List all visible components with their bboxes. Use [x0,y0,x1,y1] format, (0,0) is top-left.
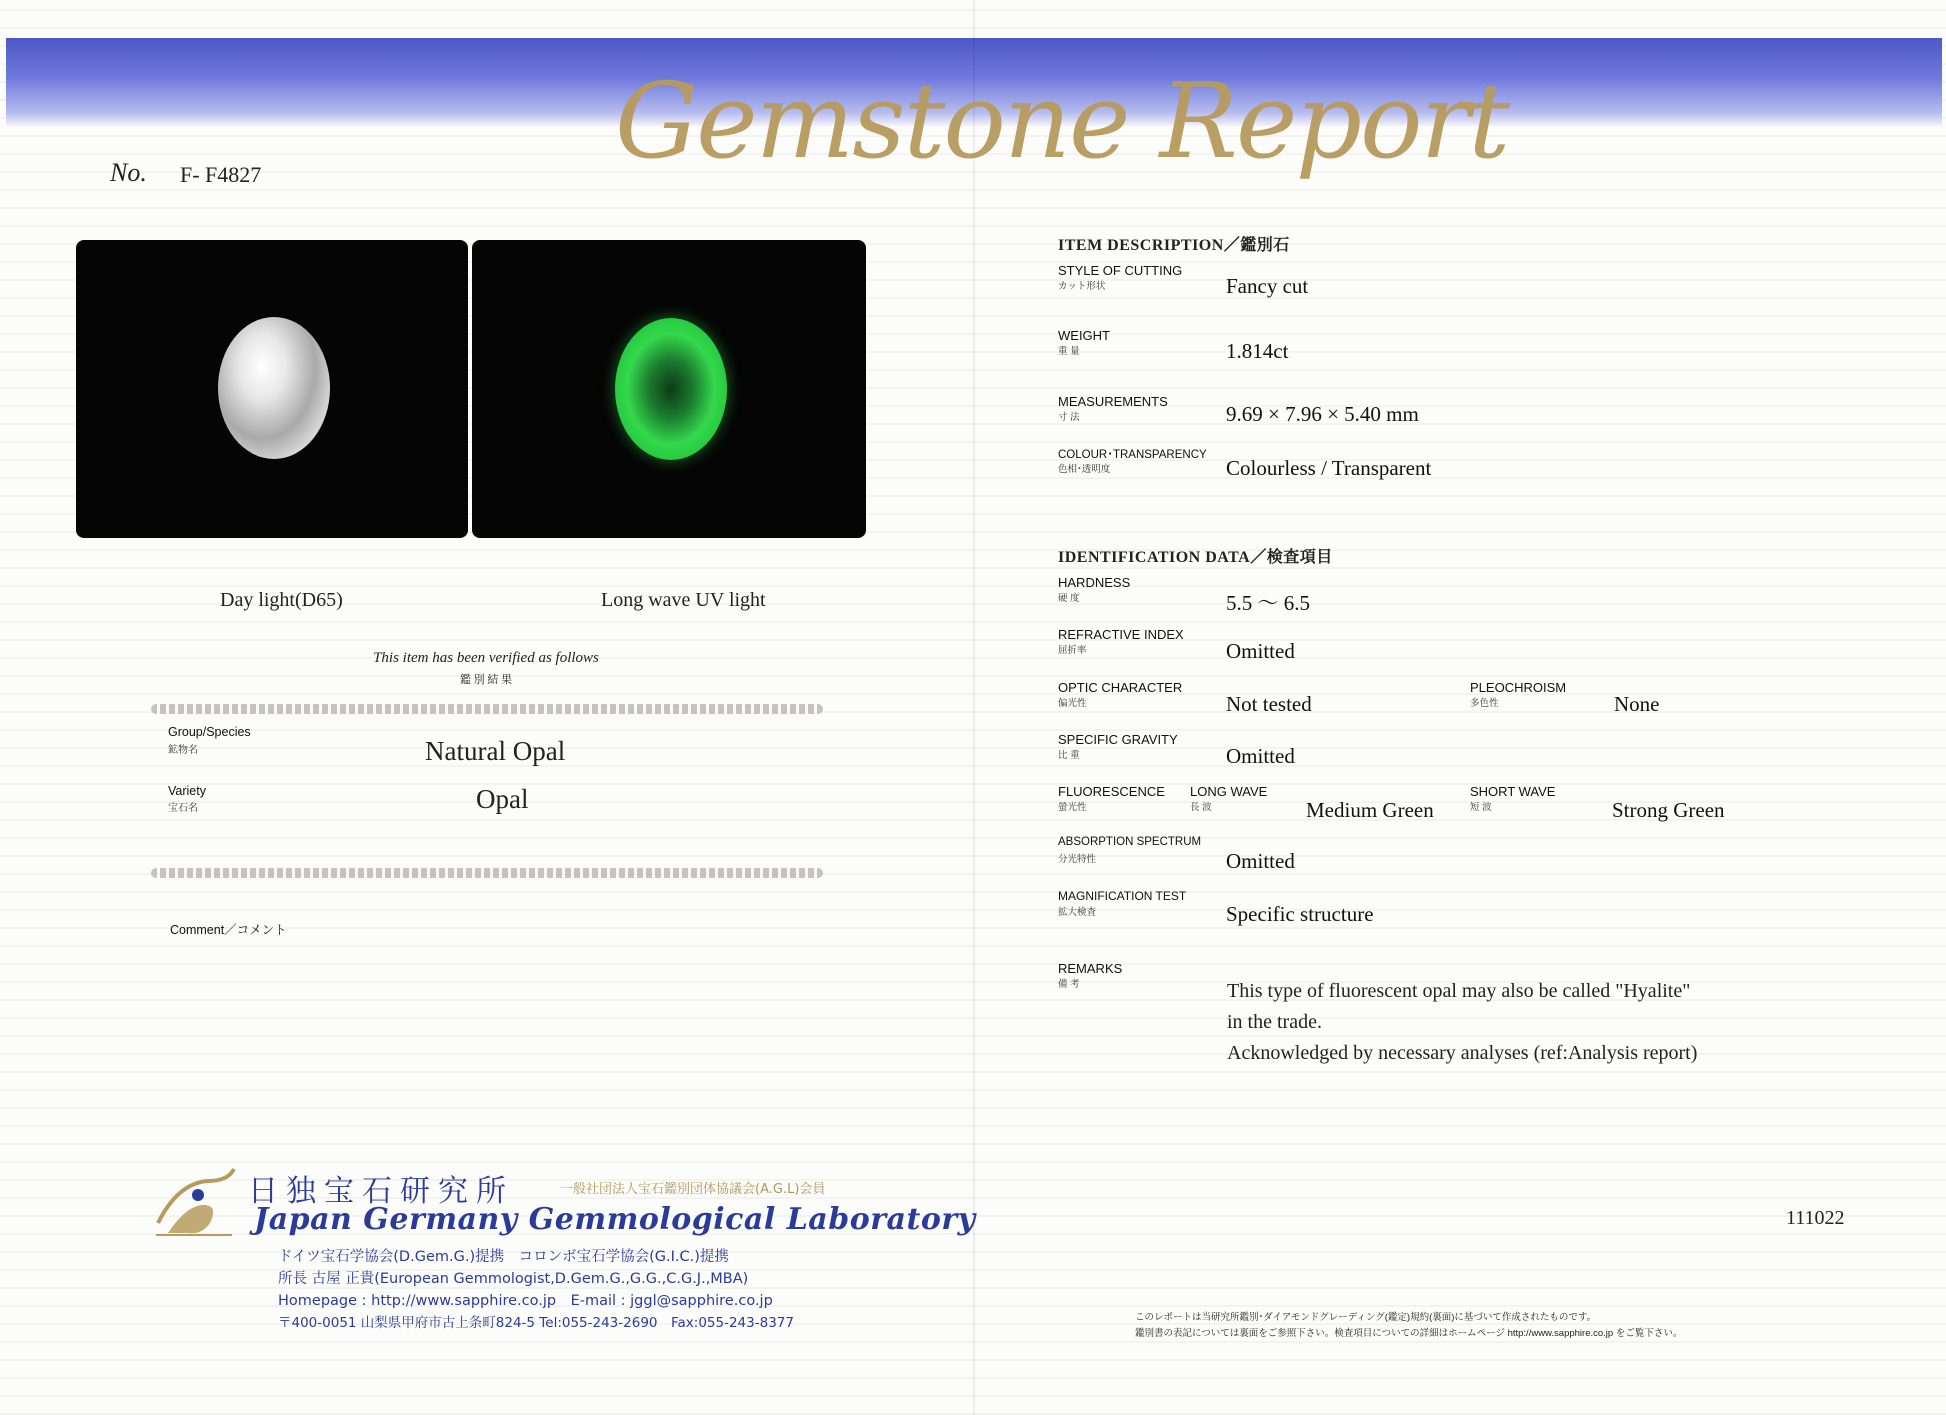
identification-title: IDENTIFICATION DATA／検査項目 [1058,549,1333,566]
colour-label: COLOUR･TRANSPARENCY [1058,449,1207,461]
absorption-label: ABSORPTION SPECTRUM [1058,836,1202,848]
item-description-title: ITEM DESCRIPTION／鑑別石 [1058,237,1290,254]
photo-uv [472,240,866,538]
photo-daylight [76,240,468,538]
group-label: Group/Species [168,725,251,739]
gravity-value: Omitted [1226,744,1295,768]
remarks-line-3: Acknowledged by necessary analyses (ref:Analysis report) [1227,1042,1698,1064]
magnification-value: Specific structure [1226,902,1374,926]
short-wave-value: Strong Green [1612,798,1725,822]
refractive-label: REFRACTIVE INDEX [1058,627,1184,642]
pleochroism-label-jp: 多色性 [1470,698,1499,709]
weight-label: WEIGHT [1058,328,1110,343]
lab-contact: Homepage : http://www.sapphire.co.jp E-mail : jggl@sapphire.co.jp [278,1293,773,1309]
laboratory-logo [148,1163,240,1239]
refractive-value: Omitted [1226,639,1295,663]
lab-partners: ドイツ宝石学協会(D.Gem.G.)提携 コロンボ宝石学協会(G.I.C.)提携 [278,1249,729,1265]
pleochroism-label: PLEOCHROISM [1470,680,1567,695]
weight-label-jp: 重 量 [1058,346,1080,357]
weight-value: 1.814ct [1226,339,1289,363]
report-number-label: No. [110,158,147,187]
optic-label: OPTIC CHARACTER [1058,680,1183,695]
refractive-label-jp: 屈折率 [1058,645,1087,656]
uv-caption: Long wave UV light [601,589,766,611]
long-wave-value: Medium Green [1306,798,1434,822]
measurements-value: 9.69 × 7.96 × 5.40 mm [1226,402,1419,426]
style-value: Fancy cut [1226,274,1309,298]
hardness-value: 5.5 ～ 6.5 [1226,591,1310,615]
remarks-line-1: This type of fluorescent opal may also be called "Hyalite" [1227,980,1691,1002]
group-value: Natural Opal [425,736,566,766]
variety-label-jp: 宝石名 [168,803,198,814]
lab-address: 〒400-0051 山梨県甲府市古上条町824-5 Tel:055-243-2690 Fax:055-243-8377 [278,1315,794,1331]
lab-director: 所長 古屋 正貴(European Gemmologist,D.Gem.G.,G.G.,C.G.J.,MBA) [278,1271,749,1287]
comment-label: Comment／コメント [170,923,287,937]
long-wave-label-jp: 長 波 [1190,802,1212,813]
variety-value: Opal [476,784,529,814]
chain-divider-top [151,704,823,714]
report-title: Gemstone Report [615,60,1509,182]
absorption-label-jp: 分光特性 [1058,854,1097,865]
optic-value: Not tested [1226,692,1312,716]
short-wave-label: SHORT WAVE [1470,784,1556,799]
lab-name-en: Japan Germany Gemmological Laboratory [254,1202,976,1237]
remarks-text [1227,976,1697,1069]
report-number: F- F4827 [180,162,262,187]
group-label-jp: 鉱物名 [168,745,198,756]
footnote-line-2: 鑑別書の表記については裏面をご参照下さい。検査項目についての詳細はホームページ http://www.sapphire.co.jp をご覧下さい。 [1135,1328,1683,1339]
pleochroism-value: None [1614,692,1660,716]
footnote-line-1: このレポートは当研究所鑑別･ダイアモンドグレーディング(鑑定)規約(裏面)に基づいて作成されたものです。 [1135,1312,1597,1323]
remarks-label: REMARKS [1058,961,1123,976]
style-label-jp: カット形状 [1058,281,1106,292]
daylight-caption: Day light(D65) [220,589,343,611]
fluorescence-label: FLUORESCENCE [1058,784,1165,799]
short-wave-label-jp: 短 波 [1470,802,1492,813]
hardness-label-jp: 硬 度 [1058,593,1080,604]
report-id: 111022 [1786,1207,1845,1229]
style-label: STYLE OF CUTTING [1058,263,1183,278]
long-wave-label: LONG WAVE [1190,784,1268,799]
colour-value: Colourless / Transparent [1226,456,1432,480]
magnification-label-jp: 拡大検査 [1058,907,1097,918]
optic-label-jp: 偏光性 [1058,698,1087,709]
stone-uv-image [615,318,727,460]
absorption-value: Omitted [1226,849,1295,873]
variety-label: Variety [168,784,206,798]
lab-association: 一般社団法人宝石鑑別団体協議会(A.G.L)会員 [560,1182,826,1197]
verified-text: This item has been verified as follows [373,650,599,666]
footnote [1135,1310,1682,1342]
measurements-label: MEASUREMENTS [1058,394,1168,409]
chain-divider-bottom [151,868,823,878]
remarks-line-2: in the trade. [1227,1011,1322,1033]
verified-text-jp: 鑑 別 結 果 [459,674,513,686]
magnification-label: MAGNIFICATION TEST [1058,889,1187,903]
fluorescence-label-jp: 螢光性 [1058,802,1087,813]
stone-daylight-image [218,317,330,459]
measurements-label-jp: 寸 法 [1058,412,1080,423]
gravity-label: SPECIFIC GRAVITY [1058,732,1178,747]
lab-name-jp: 日独宝石研究所 [248,1174,514,1209]
gravity-label-jp: 比 重 [1058,750,1080,761]
hardness-label: HARDNESS [1058,575,1131,590]
colour-label-jp: 色相･透明度 [1058,464,1111,475]
remarks-label-jp: 備 考 [1058,979,1080,990]
